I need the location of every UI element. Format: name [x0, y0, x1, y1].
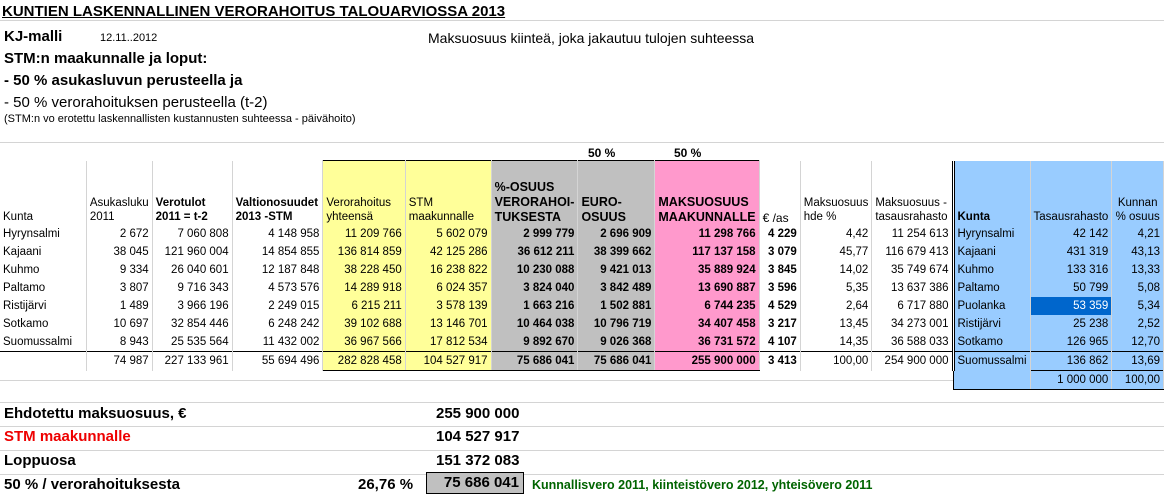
col-verotulot: Verotulot 2011 = t-2 — [152, 161, 232, 226]
totals-row — [0, 352, 1164, 371]
cell-kunta[interactable]: Hyrynsalmi — [0, 225, 86, 243]
cell-euro[interactable]: 2 696 909 — [578, 225, 655, 243]
summary-ehdotettu-label: Ehdotettu maksuosuus, € — [4, 405, 187, 422]
cell-tasr[interactable]: 133 316 — [1030, 261, 1112, 279]
total-maksu-pct: 100,00 — [800, 352, 872, 371]
cell-vero[interactable]: 3 966 196 — [152, 297, 232, 315]
note-fixed: Maksuosuus kiinteä, joka jakautuu tulojen suhteessa — [428, 30, 755, 46]
cell-vos[interactable]: 12 187 848 — [232, 261, 323, 279]
cell-tasaus[interactable]: 34 273 001 — [872, 315, 953, 333]
cell-stm[interactable]: 42 125 286 — [405, 243, 491, 261]
col-stm: STM maakunnalle — [405, 161, 491, 226]
cell-maksu[interactable]: 36 731 572 — [655, 333, 759, 352]
cell-tasaus[interactable]: 36 588 033 — [872, 333, 953, 352]
cell-vos[interactable]: 2 249 015 — [232, 297, 323, 315]
cell-stm[interactable]: 5 602 079 — [405, 225, 491, 243]
cell-verora[interactable]: 6 215 211 — [323, 297, 405, 315]
cell-mpct[interactable]: 4,42 — [800, 225, 872, 243]
cell-vero[interactable]: 32 854 446 — [152, 315, 232, 333]
col-asukasluku: Asukasluku 2011 — [86, 161, 152, 226]
cell-kunta2[interactable]: Hyrynsalmi — [953, 225, 1030, 243]
model-label: KJ-malli — [4, 28, 63, 45]
data-table — [0, 160, 1164, 390]
table-row — [0, 279, 1164, 297]
total-eur-as: 3 413 — [759, 352, 800, 371]
header-row — [0, 161, 1164, 226]
cell-kunta[interactable]: Suomussalmi — [0, 333, 86, 352]
cell-kos[interactable]: 5,34 — [1112, 297, 1164, 315]
cell-pct[interactable]: 10 464 038 — [491, 315, 578, 333]
cell-kunta[interactable]: Sotkamo — [0, 315, 86, 333]
cell-vos[interactable]: 4 573 576 — [232, 279, 323, 297]
cell-tasr[interactable]: 53 359 — [1030, 297, 1112, 315]
cell-tasaus[interactable]: 35 749 674 — [872, 261, 953, 279]
cell-vero[interactable]: 26 040 601 — [152, 261, 232, 279]
cell-vos[interactable]: 6 248 242 — [232, 315, 323, 333]
cell-maksu[interactable]: 117 137 158 — [655, 243, 759, 261]
cell-maksu[interactable]: 11 298 766 — [655, 225, 759, 243]
cell-verora[interactable]: 38 228 450 — [323, 261, 405, 279]
table-row — [0, 333, 1164, 352]
cell-vos[interactable]: 11 432 002 — [232, 333, 323, 352]
cell-kunta[interactable]: Kajaani — [0, 243, 86, 261]
cell-euro[interactable]: 1 502 881 — [578, 297, 655, 315]
total-stm: 104 527 917 — [405, 352, 491, 371]
cell-asuk[interactable]: 8 943 — [86, 333, 152, 352]
cell-kunta[interactable]: Kuhmo — [0, 261, 86, 279]
cell-kunta2[interactable]: Sotkamo — [953, 333, 1030, 352]
cell-verora[interactable]: 14 289 918 — [323, 279, 405, 297]
cell-kunta[interactable]: Ristijärvi — [0, 297, 86, 315]
total-verotulot: 227 133 961 — [152, 352, 232, 371]
summary-vero-label: 50 % / verorahoituksesta — [4, 476, 180, 493]
cell-eas[interactable]: 4 107 — [759, 333, 800, 352]
cell-stm[interactable]: 13 146 701 — [405, 315, 491, 333]
cell-stm[interactable]: 3 578 139 — [405, 297, 491, 315]
table-row — [0, 315, 1164, 333]
cell-kunta2[interactable]: Ristijärvi — [953, 315, 1030, 333]
total-valtionosuudet: 55 694 496 — [232, 352, 323, 371]
table-row — [0, 297, 1164, 315]
total-maksuosuus: 255 900 000 — [655, 352, 759, 371]
cell-mpct[interactable]: 5,35 — [800, 279, 872, 297]
col-pct-osuus: %-OSUUS VERORAHOI-TUKSESTA — [491, 161, 578, 226]
summary-loppu-label: Loppuosa — [4, 452, 76, 469]
cell-kos[interactable]: 5,08 — [1112, 279, 1164, 297]
summary-loppu-value: 151 372 083 — [436, 452, 520, 469]
col-maksuosuus-pct: Maksuosuus hde % — [800, 161, 872, 226]
model-date: 12.11..2012 — [100, 32, 158, 44]
col-tasausrahasto-maksu: Maksuosuus - tasausrahasto — [872, 161, 953, 226]
cell-tasr[interactable]: 25 238 — [1030, 315, 1112, 333]
cell-euro[interactable]: 9 421 013 — [578, 261, 655, 279]
summary-vero-value: 75 686 041 — [426, 472, 524, 494]
cell-euro[interactable]: 3 842 489 — [578, 279, 655, 297]
cell-kos[interactable]: 4,21 — [1112, 225, 1164, 243]
cell-vero[interactable]: 7 060 808 — [152, 225, 232, 243]
cell-maksu[interactable]: 6 744 235 — [655, 297, 759, 315]
intro-line-4: (STM:n vo erotettu laskennallisten kustannusten suhteessa - päivähoito) — [4, 113, 356, 125]
cell-vero[interactable]: 25 535 564 — [152, 333, 232, 352]
cell-kunta2[interactable]: Puolanka — [953, 297, 1030, 315]
cell-pct[interactable]: 1 663 216 — [491, 297, 578, 315]
cell-stm[interactable]: 17 812 534 — [405, 333, 491, 352]
cell-mpct[interactable]: 14,35 — [800, 333, 872, 352]
total-verorahoitus: 282 828 458 — [323, 352, 405, 371]
intro-line-1: STM:n maakunnalle ja loput: — [4, 50, 208, 67]
cell-asuk[interactable]: 3 807 — [86, 279, 152, 297]
cell-kunta[interactable]: Paltamo — [0, 279, 86, 297]
pct-label-2: 50 % — [674, 146, 702, 160]
cell-euro[interactable]: 9 026 368 — [578, 333, 655, 352]
cell-eas[interactable]: 4 229 — [759, 225, 800, 243]
blue-kunta-last: Suomussalmi — [953, 352, 1030, 371]
cell-tasr[interactable]: 126 965 — [1030, 333, 1112, 352]
cell-mpct[interactable]: 14,02 — [800, 261, 872, 279]
cell-stm[interactable]: 6 024 357 — [405, 279, 491, 297]
cell-tasaus[interactable]: 6 717 880 — [872, 297, 953, 315]
cell-vero[interactable]: 121 960 004 — [152, 243, 232, 261]
col-kunta: Kunta — [0, 161, 86, 226]
cell-tasaus[interactable]: 11 254 613 — [872, 225, 953, 243]
blue-kos-last: 13,69 — [1112, 352, 1164, 371]
cell-pct[interactable]: 36 612 211 — [491, 243, 578, 261]
cell-asuk[interactable]: 38 045 — [86, 243, 152, 261]
sheet-title: KUNTIEN LASKENNALLINEN VERORAHOITUS TALOUARVIOSSA 2013 — [2, 3, 506, 20]
col-euro-osuus: EURO-OSUUS — [578, 161, 655, 226]
summary-stm-value: 104 527 917 — [436, 428, 520, 445]
cell-eas[interactable]: 3 217 — [759, 315, 800, 333]
cell-kunta2[interactable]: Paltamo — [953, 279, 1030, 297]
cell-euro[interactable]: 10 796 719 — [578, 315, 655, 333]
cell-kos[interactable]: 12,70 — [1112, 333, 1164, 352]
cell-mpct[interactable]: 13,45 — [800, 315, 872, 333]
blue-tasr-last: 136 862 — [1030, 352, 1112, 371]
cell-vos[interactable]: 14 854 855 — [232, 243, 323, 261]
intro-line-2: - 50 % asukasluvun perusteella ja — [4, 72, 243, 89]
cell-pct[interactable]: 10 230 088 — [491, 261, 578, 279]
cell-verora[interactable]: 36 967 566 — [323, 333, 405, 352]
cell-maksu[interactable]: 35 889 924 — [655, 261, 759, 279]
col-eur-as: € /as — [759, 161, 800, 226]
pct-label-1: 50 % — [588, 146, 616, 160]
cell-tasaus[interactable]: 13 637 386 — [872, 279, 953, 297]
col-maksuosuus: MAKSUOSUUS MAAKUNNALLE — [655, 161, 759, 226]
cell-pct[interactable]: 9 892 670 — [491, 333, 578, 352]
cell-vos[interactable]: 4 148 958 — [232, 225, 323, 243]
total-pct: 75 686 041 — [491, 352, 578, 371]
cell-maksu[interactable]: 13 690 887 — [655, 279, 759, 297]
cell-verora[interactable]: 136 814 859 — [323, 243, 405, 261]
total-tasaus: 254 900 000 — [872, 352, 953, 371]
table-row — [0, 261, 1164, 279]
intro-line-3: - 50 % verorahoituksen perusteella (t-2) — [4, 94, 268, 111]
cell-asuk[interactable]: 9 334 — [86, 261, 152, 279]
table-row — [0, 225, 1164, 243]
cell-eas[interactable]: 3 845 — [759, 261, 800, 279]
summary-vero-note: Kunnallisvero 2011, kiinteistövero 2012, yhteisövero 2011 — [532, 478, 873, 492]
cell-stm[interactable]: 16 238 822 — [405, 261, 491, 279]
total-asukasluku: 74 987 — [86, 352, 152, 371]
cell-kos[interactable]: 13,33 — [1112, 261, 1164, 279]
col-tasausrahasto: Tasausrahasto — [1030, 161, 1112, 226]
cell-eas[interactable]: 4 529 — [759, 297, 800, 315]
total-euro: 75 686 041 — [578, 352, 655, 371]
cell-asuk[interactable]: 10 697 — [86, 315, 152, 333]
cell-kunta2[interactable]: Kuhmo — [953, 261, 1030, 279]
cell-mpct[interactable]: 45,77 — [800, 243, 872, 261]
cell-tasr[interactable]: 50 799 — [1030, 279, 1112, 297]
col-verorahoitus: Verorahoitus yhteensä — [323, 161, 405, 226]
cell-maksu[interactable]: 34 407 458 — [655, 315, 759, 333]
summary-stm-label: STM maakunnalle — [4, 428, 131, 445]
summary-ehdotettu-value: 255 900 000 — [436, 405, 520, 422]
cell-verora[interactable]: 11 209 766 — [323, 225, 405, 243]
cell-tasr[interactable]: 431 319 — [1030, 243, 1112, 261]
blue-total-row — [0, 371, 1164, 390]
cell-tasaus[interactable]: 116 679 413 — [872, 243, 953, 261]
cell-kunta2[interactable]: Kajaani — [953, 243, 1030, 261]
blue-total-kos: 100,00 — [1112, 371, 1164, 390]
cell-pct[interactable]: 2 999 779 — [491, 225, 578, 243]
cell-asuk[interactable]: 1 489 — [86, 297, 152, 315]
cell-kos[interactable]: 43,13 — [1112, 243, 1164, 261]
cell-asuk[interactable]: 2 672 — [86, 225, 152, 243]
cell-pct[interactable]: 3 824 040 — [491, 279, 578, 297]
cell-vero[interactable]: 9 716 343 — [152, 279, 232, 297]
cell-tasr[interactable]: 42 142 — [1030, 225, 1112, 243]
cell-kos[interactable]: 2,52 — [1112, 315, 1164, 333]
col-kunnan-osuus: Kunnan % osuus — [1112, 161, 1164, 226]
cell-eas[interactable]: 3 596 — [759, 279, 800, 297]
cell-verora[interactable]: 39 102 688 — [323, 315, 405, 333]
col-kunta-2: Kunta — [953, 161, 1030, 226]
cell-mpct[interactable]: 2,64 — [800, 297, 872, 315]
cell-euro[interactable]: 38 399 662 — [578, 243, 655, 261]
blue-total-tasr: 1 000 000 — [1030, 371, 1112, 390]
col-valtionosuudet: Valtionosuudet 2013 -STM — [232, 161, 323, 226]
table-row — [0, 243, 1164, 261]
cell-eas[interactable]: 3 079 — [759, 243, 800, 261]
summary-vero-pct: 26,76 % — [358, 476, 414, 493]
